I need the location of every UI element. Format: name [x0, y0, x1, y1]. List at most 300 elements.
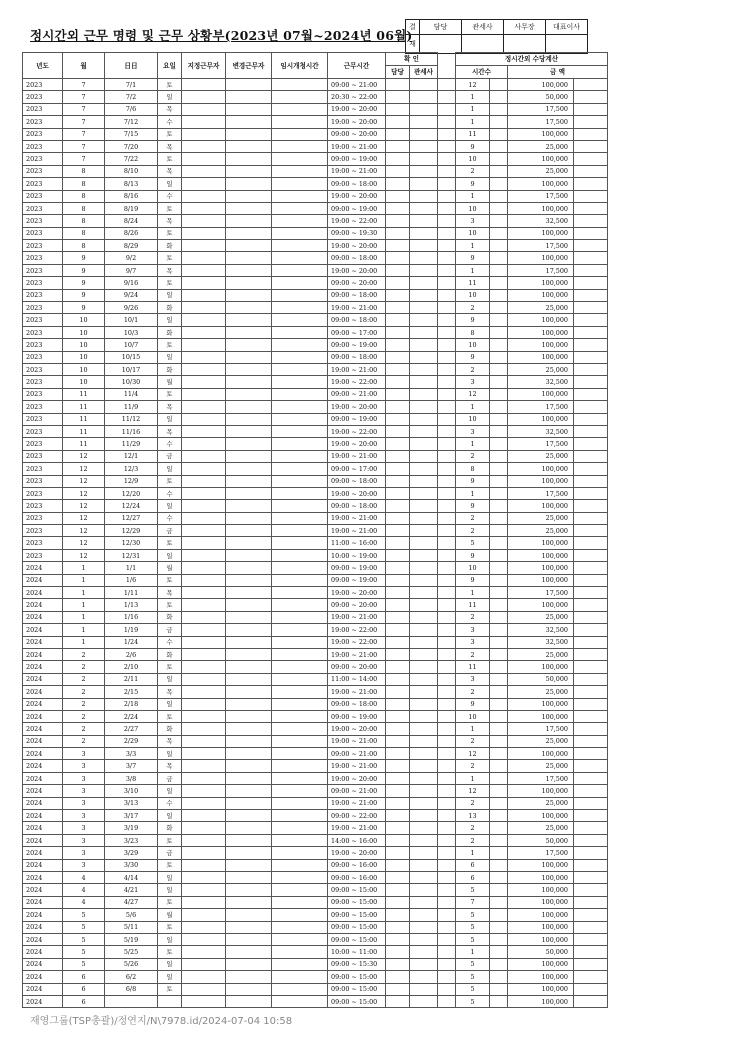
cell-hours-pad: [490, 487, 508, 499]
table-row: [23, 487, 608, 499]
cell-designated: [182, 165, 226, 177]
cell-confirm-b: [410, 215, 438, 227]
cell-month: 2: [63, 673, 105, 685]
header-day: 요일: [158, 53, 182, 79]
cell-temp: [272, 587, 328, 599]
cell-confirm-b: [410, 264, 438, 276]
cell-amount: 17,500: [508, 438, 574, 450]
cell-designated: [182, 710, 226, 722]
cell-hours: 1: [456, 487, 490, 499]
cell-hours-pad: [490, 562, 508, 574]
cell-temp: [272, 958, 328, 970]
cell-year: 2023: [23, 537, 63, 549]
cell-gap: [438, 995, 456, 1007]
cell-time: 09:00 ~ 20:00: [328, 599, 386, 611]
cell-gap: [438, 971, 456, 983]
cell-date: 10/30: [105, 376, 158, 388]
cell-gap: [438, 921, 456, 933]
cell-amount-pad: [574, 587, 608, 599]
table-row: [23, 971, 608, 983]
cell-designated: [182, 500, 226, 512]
cell-month: 1: [63, 562, 105, 574]
cell-amount-pad: [574, 326, 608, 338]
cell-month: 3: [63, 760, 105, 772]
cell-hours-pad: [490, 661, 508, 673]
cell-year: 2023: [23, 227, 63, 239]
cell-year: 2024: [23, 797, 63, 809]
cell-year: 2024: [23, 574, 63, 586]
cell-year: 2024: [23, 859, 63, 871]
cell-day: 화: [158, 723, 182, 735]
cell-designated: [182, 847, 226, 859]
cell-amount: 100,000: [508, 202, 574, 214]
cell-hours-pad: [490, 822, 508, 834]
cell-designated: [182, 810, 226, 822]
cell-time: 19:00 ~ 21:00: [328, 302, 386, 314]
cell-amount-pad: [574, 289, 608, 301]
cell-amount: 100,000: [508, 500, 574, 512]
cell-confirm-a: [386, 872, 410, 884]
cell-hours-pad: [490, 772, 508, 784]
cell-year: 2023: [23, 438, 63, 450]
cell-amount-pad: [574, 810, 608, 822]
cell-designated: [182, 686, 226, 698]
cell-temp: [272, 339, 328, 351]
cell-changed: [226, 624, 272, 636]
cell-hours: 6: [456, 859, 490, 871]
cell-day: 일: [158, 748, 182, 760]
cell-hours: 1: [456, 587, 490, 599]
cell-confirm-b: [410, 909, 438, 921]
cell-hours: 13: [456, 810, 490, 822]
cell-gap: [438, 735, 456, 747]
cell-month: 10: [63, 314, 105, 326]
cell-day: 일: [158, 958, 182, 970]
cell-temp: [272, 909, 328, 921]
cell-year: 2023: [23, 116, 63, 128]
cell-time: 19:00 ~ 21:00: [328, 512, 386, 524]
table-row: [23, 735, 608, 747]
cell-designated: [182, 450, 226, 462]
cell-day: 목: [158, 215, 182, 227]
cell-date: 1/1: [105, 562, 158, 574]
cell-hours-pad: [490, 178, 508, 190]
cell-amount-pad: [574, 178, 608, 190]
cell-confirm-a: [386, 884, 410, 896]
cell-time: 09:00 ~ 17:00: [328, 326, 386, 338]
cell-confirm-a: [386, 351, 410, 363]
cell-designated: [182, 413, 226, 425]
cell-amount: 50,000: [508, 673, 574, 685]
cell-gap: [438, 599, 456, 611]
cell-time: 19:00 ~ 20:00: [328, 587, 386, 599]
header-changed-worker: 변경근무자: [226, 53, 272, 79]
cell-amount-pad: [574, 128, 608, 140]
cell-confirm-b: [410, 834, 438, 846]
cell-changed: [226, 525, 272, 537]
cell-designated: [182, 116, 226, 128]
cell-changed: [226, 785, 272, 797]
cell-hours: 2: [456, 735, 490, 747]
cell-date: 1/16: [105, 611, 158, 623]
cell-time: 09:00 ~ 15:00: [328, 971, 386, 983]
cell-month: 5: [63, 958, 105, 970]
cell-temp: [272, 240, 328, 252]
cell-changed: [226, 326, 272, 338]
cell-designated: [182, 252, 226, 264]
cell-amount-pad: [574, 872, 608, 884]
cell-changed: [226, 834, 272, 846]
table-row: [23, 351, 608, 363]
cell-changed: [226, 202, 272, 214]
cell-amount: 100,000: [508, 351, 574, 363]
cell-designated: [182, 971, 226, 983]
cell-date: 8/24: [105, 215, 158, 227]
cell-time: 14:00 ~ 16:00: [328, 834, 386, 846]
cell-hours-pad: [490, 289, 508, 301]
cell-temp: [272, 624, 328, 636]
cell-gap: [438, 810, 456, 822]
cell-changed: [226, 425, 272, 437]
cell-month: 5: [63, 933, 105, 945]
cell-hours: 9: [456, 500, 490, 512]
cell-day: 일: [158, 500, 182, 512]
header-gap: [438, 66, 456, 79]
cell-amount: 100,000: [508, 289, 574, 301]
cell-hours-pad: [490, 339, 508, 351]
cell-year: 2024: [23, 624, 63, 636]
cell-amount-pad: [574, 648, 608, 660]
cell-designated: [182, 735, 226, 747]
cell-day: 목: [158, 103, 182, 115]
cell-year: 2023: [23, 202, 63, 214]
table-header-row: [23, 53, 608, 66]
cell-hours-pad: [490, 153, 508, 165]
header-confirm: 확 인: [386, 53, 438, 66]
cell-amount-pad: [574, 995, 608, 1007]
cell-month: 7: [63, 128, 105, 140]
cell-gap: [438, 797, 456, 809]
cell-changed: [226, 351, 272, 363]
header-hours: 시간수: [456, 66, 508, 79]
cell-confirm-b: [410, 648, 438, 660]
cell-hours: 9: [456, 314, 490, 326]
cell-amount: 100,000: [508, 933, 574, 945]
cell-amount: 100,000: [508, 983, 574, 995]
cell-changed: [226, 562, 272, 574]
cell-gap: [438, 710, 456, 722]
approval-side-1: 결: [406, 20, 420, 35]
table-row: [23, 983, 608, 995]
cell-month: 10: [63, 326, 105, 338]
cell-amount: 25,000: [508, 648, 574, 660]
cell-confirm-a: [386, 933, 410, 945]
cell-designated: [182, 859, 226, 871]
cell-amount-pad: [574, 103, 608, 115]
cell-hours: 3: [456, 376, 490, 388]
cell-hours: 10: [456, 153, 490, 165]
cell-temp: [272, 215, 328, 227]
cell-confirm-a: [386, 983, 410, 995]
cell-gap: [438, 289, 456, 301]
cell-temp: [272, 983, 328, 995]
cell-hours: 12: [456, 785, 490, 797]
cell-designated: [182, 661, 226, 673]
cell-temp: [272, 562, 328, 574]
cell-confirm-a: [386, 797, 410, 809]
cell-year: 2023: [23, 475, 63, 487]
cell-confirm-a: [386, 79, 410, 91]
cell-temp: [272, 723, 328, 735]
cell-designated: [182, 351, 226, 363]
cell-confirm-b: [410, 710, 438, 722]
cell-temp: [272, 314, 328, 326]
cell-hours: 3: [456, 624, 490, 636]
cell-changed: [226, 487, 272, 499]
cell-confirm-a: [386, 401, 410, 413]
cell-time: 19:00 ~ 21:00: [328, 611, 386, 623]
cell-confirm-a: [386, 710, 410, 722]
cell-temp: [272, 500, 328, 512]
cell-designated: [182, 376, 226, 388]
cell-designated: [182, 227, 226, 239]
cell-confirm-b: [410, 748, 438, 760]
cell-gap: [438, 376, 456, 388]
cell-hours: 7: [456, 896, 490, 908]
cell-temp: [272, 103, 328, 115]
cell-year: 2024: [23, 636, 63, 648]
cell-amount-pad: [574, 314, 608, 326]
cell-designated: [182, 463, 226, 475]
cell-changed: [226, 909, 272, 921]
cell-amount: 50,000: [508, 946, 574, 958]
cell-hours: 1: [456, 91, 490, 103]
cell-amount: 25,000: [508, 302, 574, 314]
cell-confirm-b: [410, 326, 438, 338]
cell-hours-pad: [490, 624, 508, 636]
cell-hours: 6: [456, 872, 490, 884]
cell-designated: [182, 896, 226, 908]
cell-day: 토: [158, 896, 182, 908]
cell-year: 2024: [23, 723, 63, 735]
cell-amount: 100,000: [508, 785, 574, 797]
table-row: [23, 574, 608, 586]
cell-date: 5/25: [105, 946, 158, 958]
cell-year: 2024: [23, 710, 63, 722]
cell-day: 토: [158, 277, 182, 289]
cell-amount-pad: [574, 438, 608, 450]
cell-temp: [272, 165, 328, 177]
cell-changed: [226, 339, 272, 351]
cell-hours: 2: [456, 450, 490, 462]
cell-year: 2024: [23, 748, 63, 760]
table-row: [23, 562, 608, 574]
cell-confirm-b: [410, 500, 438, 512]
cell-hours: 8: [456, 463, 490, 475]
cell-day: 수: [158, 116, 182, 128]
cell-confirm-b: [410, 971, 438, 983]
cell-gap: [438, 574, 456, 586]
approval-role-staff: 담당: [420, 20, 462, 35]
cell-designated: [182, 599, 226, 611]
cell-date: 12/29: [105, 525, 158, 537]
cell-month: 4: [63, 872, 105, 884]
cell-designated: [182, 339, 226, 351]
cell-hours-pad: [490, 648, 508, 660]
cell-confirm-b: [410, 822, 438, 834]
cell-confirm-b: [410, 450, 438, 462]
table-row: [23, 363, 608, 375]
cell-day: 목: [158, 264, 182, 276]
cell-confirm-b: [410, 797, 438, 809]
cell-hours-pad: [490, 636, 508, 648]
cell-day: 수: [158, 487, 182, 499]
cell-gap: [438, 859, 456, 871]
cell-year: 2023: [23, 425, 63, 437]
cell-temp: [272, 79, 328, 91]
table-row: [23, 413, 608, 425]
cell-hours: 1: [456, 946, 490, 958]
table-row: [23, 946, 608, 958]
cell-date: 1/6: [105, 574, 158, 586]
cell-month: 7: [63, 116, 105, 128]
cell-amount-pad: [574, 363, 608, 375]
cell-month: 2: [63, 723, 105, 735]
cell-temp: [272, 698, 328, 710]
cell-changed: [226, 363, 272, 375]
cell-amount: 17,500: [508, 240, 574, 252]
cell-designated: [182, 872, 226, 884]
cell-day: 목: [158, 735, 182, 747]
cell-gap: [438, 91, 456, 103]
cell-month: 4: [63, 884, 105, 896]
cell-year: 2024: [23, 958, 63, 970]
cell-time: 09:00 ~ 18:00: [328, 698, 386, 710]
cell-time: 09:00 ~ 16:00: [328, 859, 386, 871]
cell-year: 2024: [23, 772, 63, 784]
cell-hours: 8: [456, 326, 490, 338]
cell-changed: [226, 933, 272, 945]
cell-confirm-a: [386, 178, 410, 190]
table-row: [23, 785, 608, 797]
cell-amount-pad: [574, 240, 608, 252]
cell-hours-pad: [490, 227, 508, 239]
cell-gap: [438, 326, 456, 338]
cell-date: 7/22: [105, 153, 158, 165]
cell-temp: [272, 599, 328, 611]
cell-amount: 100,000: [508, 549, 574, 561]
cell-month: 11: [63, 438, 105, 450]
cell-gap: [438, 698, 456, 710]
cell-month: 5: [63, 946, 105, 958]
cell-designated: [182, 79, 226, 91]
table-row: [23, 636, 608, 648]
cell-time: 09:00 ~ 20:00: [328, 128, 386, 140]
cell-changed: [226, 227, 272, 239]
cell-confirm-b: [410, 983, 438, 995]
cell-temp: [272, 785, 328, 797]
cell-day: 토: [158, 537, 182, 549]
table-row: [23, 401, 608, 413]
cell-hours-pad: [490, 240, 508, 252]
header-confirm-broker: 관세사: [410, 66, 438, 79]
cell-date: 12/30: [105, 537, 158, 549]
cell-confirm-a: [386, 103, 410, 115]
cell-amount-pad: [574, 252, 608, 264]
cell-changed: [226, 872, 272, 884]
cell-temp: [272, 264, 328, 276]
cell-amount: 100,000: [508, 909, 574, 921]
cell-confirm-b: [410, 673, 438, 685]
cell-date: 7/6: [105, 103, 158, 115]
cell-hours: 9: [456, 549, 490, 561]
cell-date: 3/10: [105, 785, 158, 797]
cell-hours-pad: [490, 859, 508, 871]
cell-month: 11: [63, 388, 105, 400]
approval-role-customs-broker: 관세사: [462, 20, 504, 35]
cell-hours: 2: [456, 822, 490, 834]
cell-date: [105, 995, 158, 1007]
cell-changed: [226, 710, 272, 722]
cell-designated: [182, 909, 226, 921]
cell-year: 2023: [23, 215, 63, 227]
cell-day: 일: [158, 872, 182, 884]
cell-amount: 32,500: [508, 624, 574, 636]
approval-sign-cell: [420, 35, 462, 54]
cell-hours: 12: [456, 79, 490, 91]
cell-confirm-b: [410, 178, 438, 190]
cell-year: 2024: [23, 611, 63, 623]
cell-month: 6: [63, 983, 105, 995]
cell-month: 1: [63, 636, 105, 648]
table-row: [23, 859, 608, 871]
cell-gap: [438, 748, 456, 760]
cell-gap: [438, 351, 456, 363]
cell-time: 09:00 ~ 21:00: [328, 388, 386, 400]
cell-day: 화: [158, 822, 182, 834]
cell-gap: [438, 103, 456, 115]
cell-time: 09:00 ~ 21:00: [328, 79, 386, 91]
cell-confirm-b: [410, 933, 438, 945]
cell-changed: [226, 921, 272, 933]
cell-day: 토: [158, 859, 182, 871]
cell-date: 6/2: [105, 971, 158, 983]
cell-day: 화: [158, 363, 182, 375]
table-row: [23, 264, 608, 276]
cell-temp: [272, 438, 328, 450]
cell-temp: [272, 748, 328, 760]
cell-confirm-b: [410, 413, 438, 425]
cell-confirm-b: [410, 859, 438, 871]
cell-confirm-b: [410, 946, 438, 958]
cell-amount-pad: [574, 413, 608, 425]
cell-changed: [226, 190, 272, 202]
cell-amount: 100,000: [508, 326, 574, 338]
cell-time: 09:00 ~ 18:00: [328, 500, 386, 512]
cell-day: 일: [158, 884, 182, 896]
cell-hours: 5: [456, 995, 490, 1007]
cell-hours-pad: [490, 425, 508, 437]
cell-amount: 17,500: [508, 264, 574, 276]
cell-amount: 17,500: [508, 847, 574, 859]
cell-amount: 17,500: [508, 103, 574, 115]
cell-hours: 1: [456, 116, 490, 128]
cell-hours-pad: [490, 884, 508, 896]
cell-amount: 100,000: [508, 562, 574, 574]
table-row: [23, 686, 608, 698]
cell-temp: [272, 710, 328, 722]
cell-time: 19:00 ~ 22:00: [328, 624, 386, 636]
